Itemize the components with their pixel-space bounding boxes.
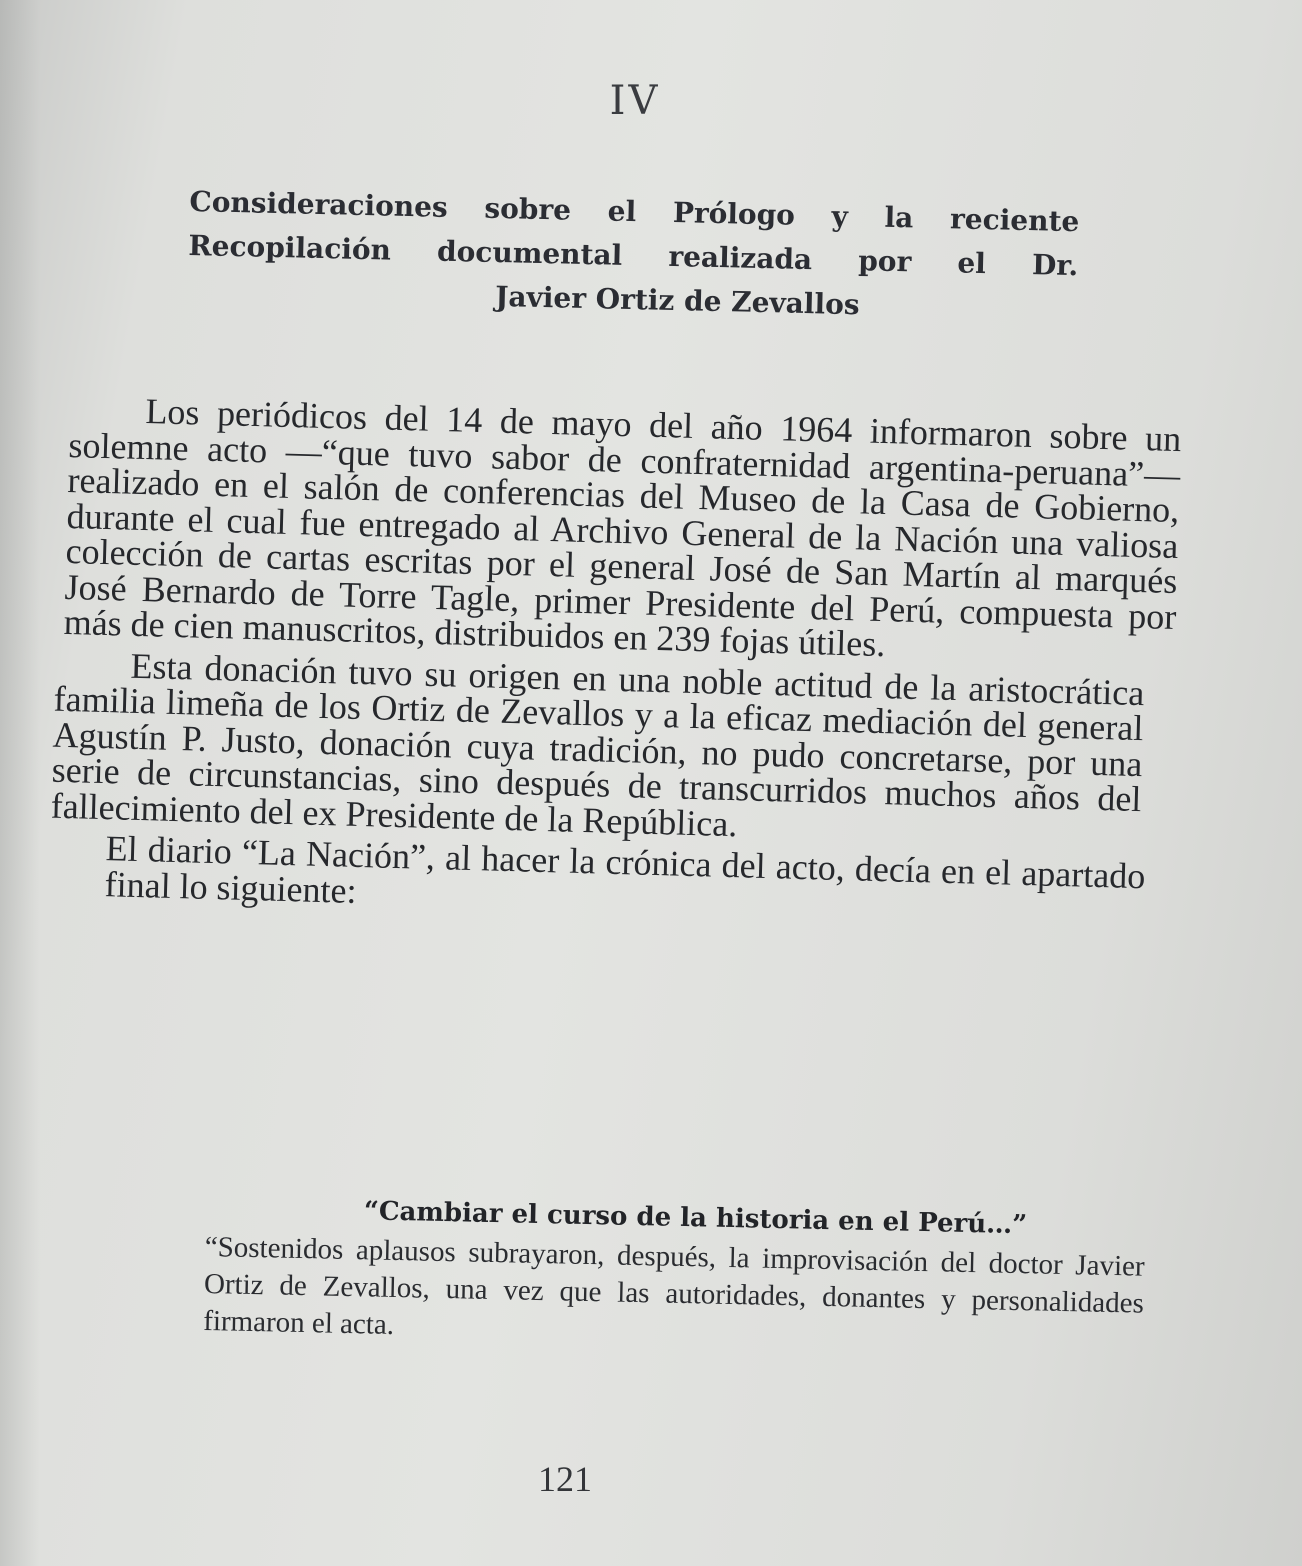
- section-title: [187, 180, 1080, 332]
- page-gutter-shadow: [0, 0, 40, 1566]
- quote-text: “Sostenidos aplausos subrayaron, después, la improvisación del doctor Javier Ortiz de Zevallos, una vez que las autoridades, donantes y personalidades firmaron el acta.: [202, 1230, 1145, 1341]
- chapter-numeral: IV: [609, 78, 661, 124]
- paragraph-1: Los periódicos del 14 de mayo del año 1964 informaron sobre un solemne acto —“que tuvo sabor de confraternidad argentina-peruana”— realizado en el salón de conferencias del Museo de la Casa de Gobierno, durante el cual fue entregado al Archivo General de la Nación una valiosa colección de cartas escritas por el general José de San Martín al marqués José Bernardo de Torre Tagle, primer Presidente del Perú, compuesta por más de cien manuscritos, distribuidos en 239 fojas útiles.: [63, 391, 1182, 665]
- section-title-line-3: Javier Ortiz de Zevallos: [494, 279, 860, 322]
- quote-heading: “Cambiar el curso de la historia en el Perú…”: [363, 1196, 1028, 1241]
- page-number: 121: [538, 1459, 592, 1499]
- section-title-line-2: Recopilación documental realizada por el Dr.: [188, 228, 1079, 283]
- body-text: [50, 391, 1182, 937]
- block-quote: [203, 1190, 1146, 1360]
- paragraph-2: Esta donación tuvo su origen en una noble actitud de la aristocrática familia limeña de los Ortiz de Zevallos y a la eficaz mediación del general Agustín P. Justo, donación cuya tradición, no pudo concretarse, por una serie de circunstancias, sino después de transcurridos muchos años del fallecimiento del ex Presidente de la República.: [50, 645, 1145, 844]
- section-title-line-1: Consideraciones sobre el Prólogo y la reciente: [189, 184, 1080, 239]
- paragraph-3: El diario “La Nación”, al hacer la crónica del acto, decía en el apartado final lo siguiente:: [104, 828, 1146, 911]
